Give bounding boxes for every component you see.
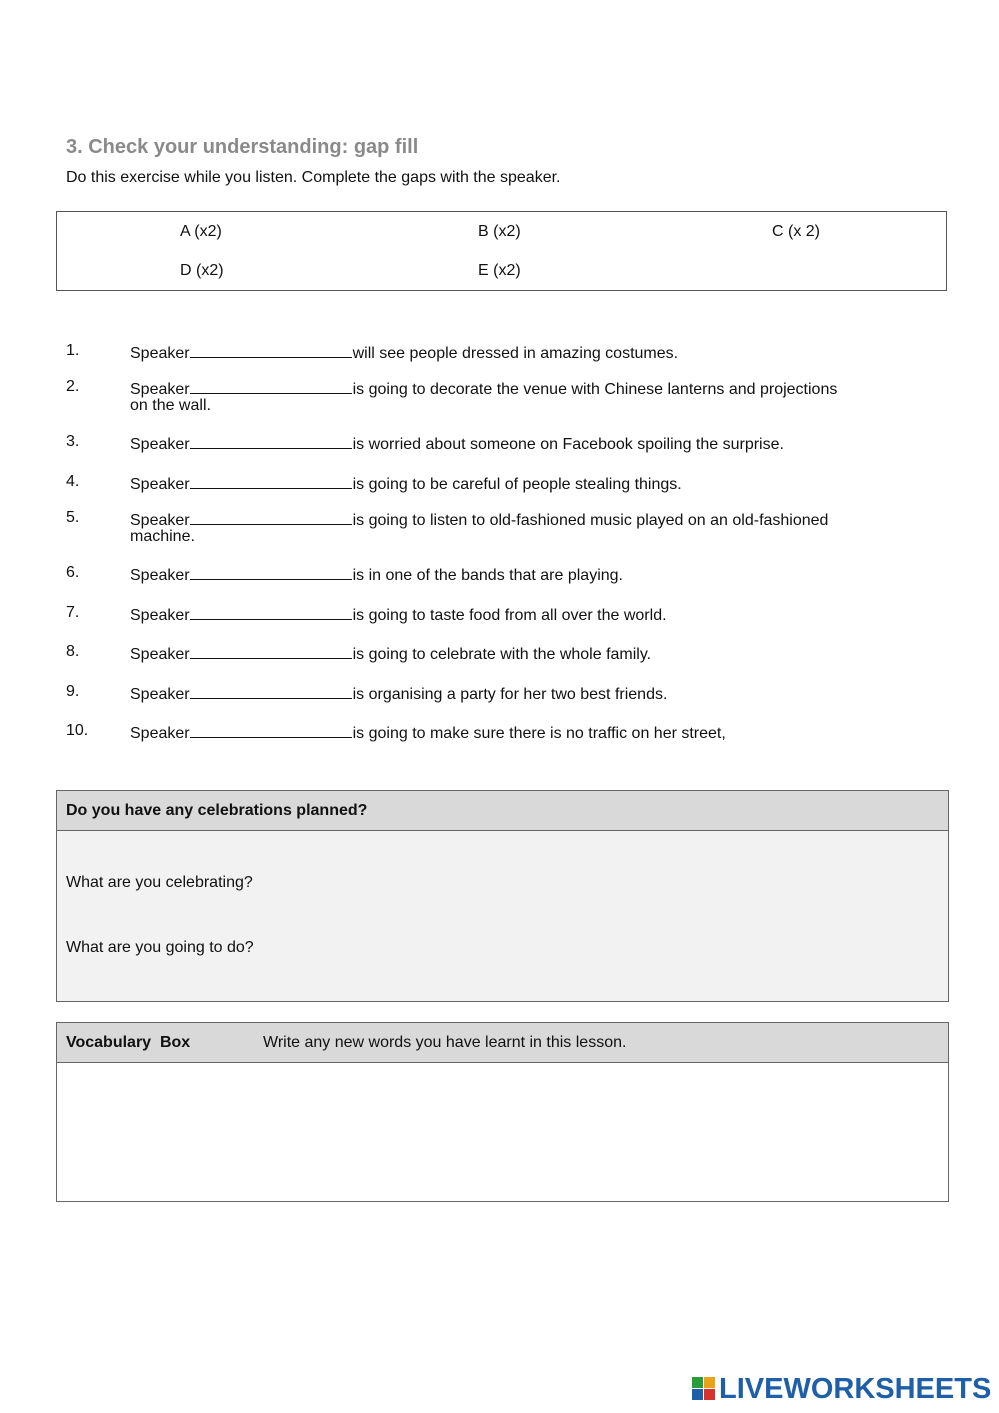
question-text-continued: machine. — [130, 528, 195, 545]
speaker-option-b: B (x2) — [478, 223, 521, 240]
question-text: will see people dressed in amazing costumes. — [352, 345, 679, 362]
question-number: 2. — [66, 378, 80, 395]
celebrations-answer-area[interactable] — [57, 831, 948, 1001]
logo-mark-icon — [692, 1377, 716, 1401]
question-number: 8. — [66, 643, 80, 660]
question-number: 4. — [66, 473, 80, 490]
question-text: is going to make sure there is no traffic on her street, — [352, 725, 726, 742]
celebrations-title: Do you have any celebrations planned? — [66, 802, 368, 819]
vocabulary-title: Vocabulary Box — [66, 1034, 191, 1051]
speaker-option-a: A (x2) — [180, 223, 222, 240]
question-number: 5. — [66, 509, 80, 526]
question-text: is organising a party for her two best friends. — [352, 686, 668, 703]
speaker-label: Speaker — [130, 686, 190, 703]
celebrations-prompt-1: What are you celebrating? — [66, 874, 253, 891]
question-text: is going to celebrate with the whole family. — [352, 646, 652, 663]
speaker-label: Speaker — [130, 345, 190, 362]
speaker-label: Speaker — [130, 476, 190, 493]
speaker-label: Speaker — [130, 646, 190, 663]
speaker-option-e: E (x2) — [478, 262, 521, 279]
answer-blank[interactable] — [190, 644, 352, 659]
speaker-option-c: C (x 2) — [772, 223, 820, 240]
answer-blank[interactable] — [190, 474, 352, 489]
answer-blank[interactable] — [190, 379, 352, 394]
question-text: is going to taste food from all over the world. — [352, 607, 667, 624]
speaker-label: Speaker — [130, 381, 190, 398]
vocabulary-answer-area[interactable] — [57, 1063, 948, 1201]
question-text: is going to decorate the venue with Chinese lanterns and projections — [352, 381, 838, 398]
celebrations-prompt-2: What are you going to do? — [66, 939, 254, 956]
speaker-label: Speaker — [130, 607, 190, 624]
logo-text: LIVEWORKSHEETS — [719, 1372, 992, 1405]
answer-blank[interactable] — [190, 343, 352, 358]
question-text: is worried about someone on Facebook spoiling the surprise. — [352, 436, 784, 453]
section-instruction: Do this exercise while you listen. Complete the gaps with the speaker. — [66, 169, 561, 186]
vocabulary-box — [56, 1022, 949, 1202]
question-number: 9. — [66, 683, 80, 700]
answer-blank[interactable] — [190, 510, 352, 525]
question-text: is in one of the bands that are playing. — [352, 567, 623, 584]
celebrations-box — [56, 790, 949, 1002]
vocabulary-instruction: Write any new words you have learnt in this lesson. — [263, 1034, 627, 1051]
speaker-option-d: D (x2) — [180, 262, 224, 279]
speaker-label: Speaker — [130, 567, 190, 584]
answer-blank[interactable] — [190, 565, 352, 580]
speaker-label: Speaker — [130, 725, 190, 742]
question-number: 1. — [66, 342, 80, 359]
question-text: is going to be careful of people stealing things. — [352, 476, 682, 493]
speaker-label: Speaker — [130, 512, 190, 529]
vocabulary-header — [57, 1023, 948, 1063]
question-number: 10. — [66, 722, 89, 739]
celebrations-header — [57, 791, 948, 831]
speaker-options-box — [56, 211, 947, 291]
answer-blank[interactable] — [190, 723, 352, 738]
answer-blank[interactable] — [190, 605, 352, 620]
answer-blank[interactable] — [190, 684, 352, 699]
question-text: is going to listen to old-fashioned music played on an old-fashioned — [352, 512, 829, 529]
liveworksheets-logo — [692, 1373, 991, 1405]
speaker-label: Speaker — [130, 436, 190, 453]
section-title: 3. Check your understanding: gap fill — [66, 136, 419, 158]
question-number: 3. — [66, 433, 80, 450]
question-number: 7. — [66, 604, 80, 621]
question-text-continued: on the wall. — [130, 397, 211, 414]
question-number: 6. — [66, 564, 80, 581]
answer-blank[interactable] — [190, 434, 352, 449]
